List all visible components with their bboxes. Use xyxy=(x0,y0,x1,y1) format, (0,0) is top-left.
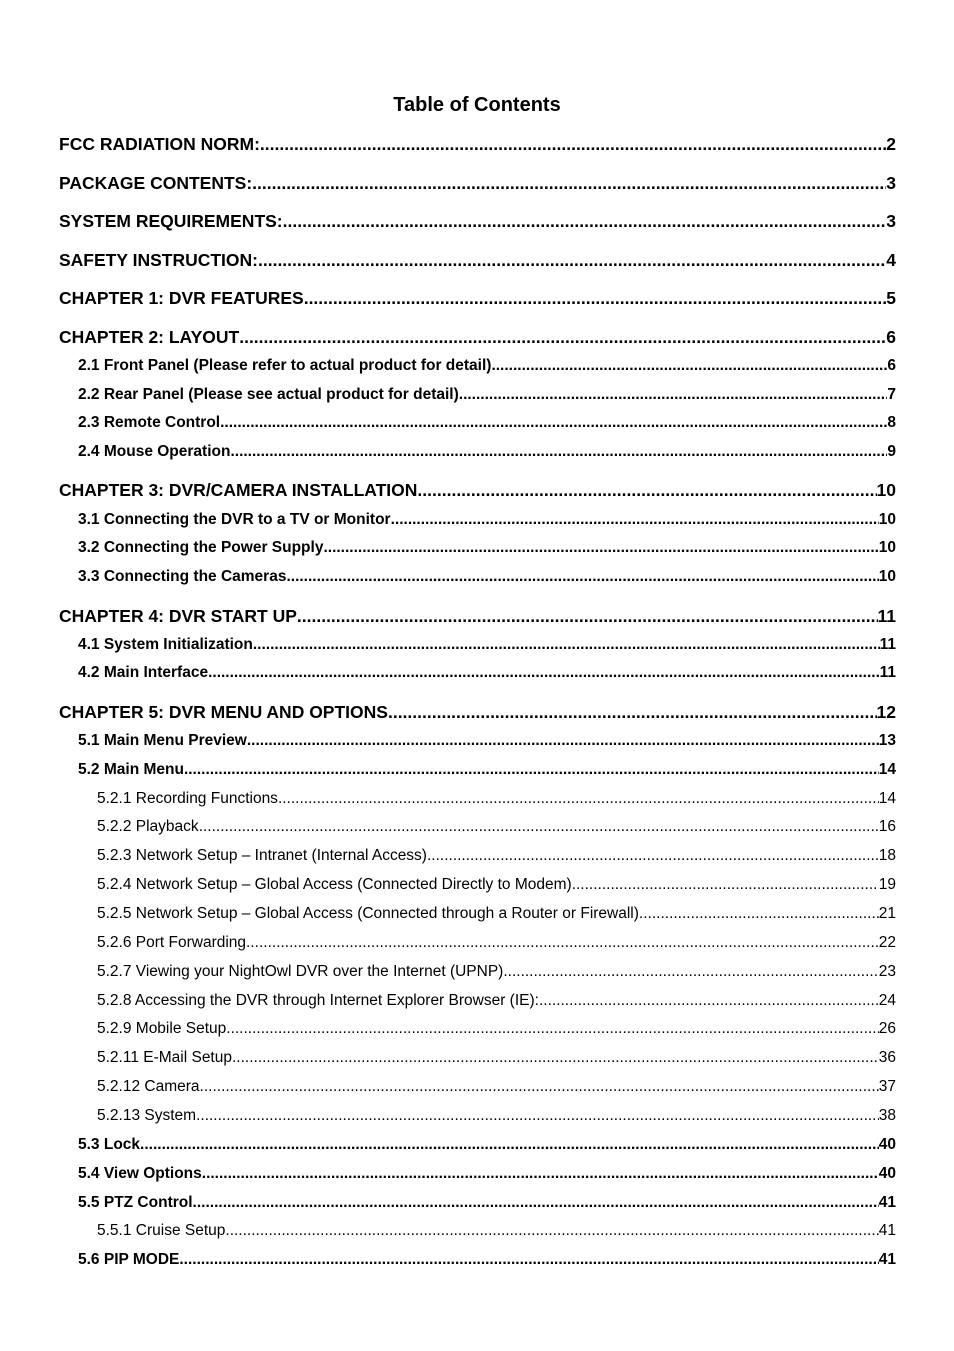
toc-entry-title: 5.2.8 Accessing the DVR through Internet Explorer Browser (IE): xyxy=(97,992,539,1009)
toc-entry[interactable] xyxy=(59,701,896,723)
toc-entry-title: 3.1 Connecting the DVR to a TV or Monitor xyxy=(78,511,391,528)
toc-entry-title: PACKAGE CONTENTS: xyxy=(59,173,253,193)
toc-entry-title: FCC RADIATION NORM: xyxy=(59,134,260,154)
toc-page-number: 6 xyxy=(886,327,896,347)
toc-page-number: 11 xyxy=(879,636,896,653)
toc-dot-leader xyxy=(226,1019,878,1039)
toc-dot-leader xyxy=(278,789,879,809)
toc-entry[interactable] xyxy=(78,1164,896,1184)
toc-entry[interactable] xyxy=(78,663,896,683)
toc-entry-title: 5.2.3 Network Setup – Intranet (Internal Access) xyxy=(97,847,427,864)
toc-entry[interactable] xyxy=(97,789,896,809)
toc-entry-title: 5.5.1 Cruise Setup xyxy=(97,1222,226,1239)
toc-entry-title: 5.2.1 Recording Functions xyxy=(97,790,278,807)
toc-dot-leader xyxy=(140,1135,879,1155)
toc-entry-title: 4.1 System Initialization xyxy=(78,636,253,653)
toc-dot-leader xyxy=(491,356,887,376)
toc-dot-leader xyxy=(388,701,877,723)
toc-entry[interactable] xyxy=(78,510,896,530)
toc-entry-title: 5.2.11 E-Mail Setup xyxy=(97,1049,232,1066)
toc-dot-leader xyxy=(246,933,879,953)
toc-page-number: 5 xyxy=(886,288,896,308)
toc-page-number: 7 xyxy=(887,386,896,403)
toc-page-number: 8 xyxy=(887,414,896,431)
toc-entry[interactable] xyxy=(78,760,896,780)
toc-dot-leader xyxy=(503,962,878,982)
toc-entry[interactable] xyxy=(78,635,896,655)
toc-entry-title: 5.2 Main Menu xyxy=(78,761,184,778)
toc-dot-leader xyxy=(225,1221,878,1241)
toc-entry-title: 5.1 Main Menu Preview xyxy=(78,732,247,749)
toc-entry-title: 5.2.4 Network Setup – Global Access (Connected Directly to Modem) xyxy=(97,876,572,893)
toc-entry[interactable] xyxy=(97,933,896,953)
toc-entry[interactable] xyxy=(59,326,896,348)
toc-page-number: 10 xyxy=(878,511,896,528)
toc-entry[interactable] xyxy=(97,1048,896,1068)
toc-dot-leader xyxy=(253,635,880,655)
toc-entry[interactable] xyxy=(97,904,896,924)
toc-dot-leader xyxy=(239,326,886,348)
toc-page-number: 40 xyxy=(878,1165,896,1182)
toc-entry-title: 2.4 Mouse Operation xyxy=(78,443,231,460)
toc-entry[interactable] xyxy=(97,1106,896,1126)
toc-page-number: 13 xyxy=(878,732,896,749)
toc-entry[interactable] xyxy=(78,538,896,558)
toc-entry-title: 5.2.6 Port Forwarding xyxy=(97,934,247,951)
toc-dot-leader xyxy=(639,904,879,924)
toc-page-number: 11 xyxy=(877,606,896,626)
toc-entry[interactable] xyxy=(78,731,896,751)
toc-entry[interactable] xyxy=(97,817,896,837)
toc-dot-leader xyxy=(323,538,878,558)
toc-dot-leader xyxy=(539,991,879,1011)
toc-entry-title: 5.5 PTZ Control xyxy=(78,1194,193,1211)
toc-entry-title: 2.2 Rear Panel (Please see actual product for detail) xyxy=(78,386,459,403)
toc-page-number: 18 xyxy=(878,847,896,864)
toc-page-number: 3 xyxy=(886,211,896,231)
toc-entry-title: CHAPTER 1: DVR FEATURES xyxy=(59,288,304,308)
toc-page-number: 41 xyxy=(878,1222,896,1239)
toc-entry-title: 3.3 Connecting the Cameras xyxy=(78,568,287,585)
toc-dot-leader xyxy=(572,875,879,895)
toc-page-number: 41 xyxy=(878,1251,896,1268)
toc-entry[interactable] xyxy=(97,1077,896,1097)
toc-entry[interactable] xyxy=(59,479,896,501)
toc-entry-title: SAFETY INSTRUCTION: xyxy=(59,250,258,270)
toc-entry-title: CHAPTER 3: DVR/CAMERA INSTALLATION xyxy=(59,480,418,500)
toc-entry[interactable] xyxy=(78,567,896,587)
toc-entry[interactable] xyxy=(97,1221,896,1241)
toc-page-number: 4 xyxy=(886,250,896,270)
toc-entry[interactable] xyxy=(78,1135,896,1155)
toc-dot-leader xyxy=(297,605,878,627)
toc-entry[interactable] xyxy=(97,991,896,1011)
toc-entry[interactable] xyxy=(78,442,896,462)
toc-entry-title: 5.4 View Options xyxy=(78,1165,202,1182)
toc-dot-leader xyxy=(260,133,886,155)
toc-entry-title: 5.3 Lock xyxy=(78,1136,141,1153)
toc-dot-leader xyxy=(199,817,879,837)
toc-dot-leader xyxy=(252,172,886,194)
toc-entry-title: SYSTEM REQUIREMENTS: xyxy=(59,211,283,231)
toc-entry-title: 5.6 PIP MODE xyxy=(78,1251,180,1268)
toc-entry-title: 2.3 Remote Control xyxy=(78,414,221,431)
toc-dot-leader xyxy=(283,210,887,232)
toc-dot-leader xyxy=(193,1193,879,1213)
toc-entry[interactable] xyxy=(97,875,896,895)
toc-entry[interactable] xyxy=(59,287,896,309)
toc-entry-title: CHAPTER 2: LAYOUT xyxy=(59,327,240,347)
toc-dot-leader xyxy=(391,510,879,530)
page-title: Table of Contents xyxy=(393,94,561,116)
toc-entry[interactable] xyxy=(78,1250,896,1270)
toc-page-number: 6 xyxy=(887,357,896,374)
toc-page-number: 10 xyxy=(878,539,896,556)
toc-entry-title: 4.2 Main Interface xyxy=(78,664,209,681)
toc-dot-leader xyxy=(286,567,878,587)
toc-page-number: 36 xyxy=(878,1049,896,1066)
toc-entry[interactable] xyxy=(78,385,896,405)
toc-dot-leader xyxy=(427,846,879,866)
toc-page-number: 10 xyxy=(876,480,896,500)
toc-entry-title: 5.2.12 Camera xyxy=(97,1078,200,1095)
toc-entry-title: 5.2.9 Mobile Setup xyxy=(97,1020,227,1037)
toc-entry[interactable] xyxy=(97,1019,896,1039)
toc-entry[interactable] xyxy=(59,210,896,232)
toc-dot-leader xyxy=(184,760,879,780)
toc-dot-leader xyxy=(230,442,887,462)
toc-dot-leader xyxy=(202,1164,879,1184)
toc-page-number: 37 xyxy=(878,1078,896,1095)
toc-page-number: 21 xyxy=(878,905,896,922)
toc-entry-title: CHAPTER 5: DVR MENU AND OPTIONS xyxy=(59,702,388,722)
toc-page-number: 3 xyxy=(886,173,896,193)
toc-page-number: 14 xyxy=(878,790,896,807)
toc-entry[interactable] xyxy=(59,172,896,194)
toc-page-number: 10 xyxy=(878,568,896,585)
toc-page-number: 16 xyxy=(878,818,896,835)
toc-page-number: 22 xyxy=(878,934,896,951)
toc-entry-title: CHAPTER 4: DVR START UP xyxy=(59,606,297,626)
toc-page-number: 26 xyxy=(878,1020,896,1037)
toc-dot-leader xyxy=(304,287,887,309)
toc-entry[interactable] xyxy=(59,249,896,271)
toc-entry[interactable] xyxy=(97,846,896,866)
toc-dot-leader xyxy=(208,663,880,683)
toc-page-number: 12 xyxy=(876,702,896,722)
toc-entry-title: 5.2.13 System xyxy=(97,1107,197,1124)
toc-page-number: 38 xyxy=(878,1107,896,1124)
toc-page-number: 23 xyxy=(878,963,896,980)
toc-dot-leader xyxy=(196,1106,879,1126)
toc-dot-leader xyxy=(220,413,887,433)
toc-entry-title: 2.1 Front Panel (Please refer to actual product for detail) xyxy=(78,357,492,374)
toc-page-number: 40 xyxy=(878,1136,896,1153)
toc-dot-leader xyxy=(459,385,888,405)
toc-entry-title: 5.2.5 Network Setup – Global Access (Connected through a Router or Firewall) xyxy=(97,905,639,922)
toc-page-number: 2 xyxy=(886,134,896,154)
toc-dot-leader xyxy=(179,1250,878,1270)
toc-dot-leader xyxy=(247,731,879,751)
toc-dot-leader xyxy=(417,479,876,501)
toc-dot-leader xyxy=(200,1077,879,1097)
toc-entry[interactable] xyxy=(78,356,896,376)
toc-entry[interactable] xyxy=(78,413,896,433)
toc-page-number: 41 xyxy=(878,1194,896,1211)
toc-entry-title: 3.2 Connecting the Power Supply xyxy=(78,539,324,556)
toc-entry-title: 5.2.7 Viewing your NightOwl DVR over the Internet (UPNP) xyxy=(97,963,504,980)
toc-dot-leader xyxy=(232,1048,879,1068)
toc-entry[interactable] xyxy=(97,962,896,982)
toc-page-number: 14 xyxy=(878,761,896,778)
toc-entry-title: 5.2.2 Playback xyxy=(97,818,199,835)
toc-page-number: 19 xyxy=(878,876,896,893)
toc-page-number: 24 xyxy=(878,992,896,1009)
toc-page-number: 9 xyxy=(887,443,896,460)
toc-page-number: 11 xyxy=(879,664,896,681)
toc-entry[interactable] xyxy=(59,605,896,627)
toc-dot-leader xyxy=(258,249,886,271)
toc-entry[interactable] xyxy=(78,1193,896,1213)
toc-entry[interactable] xyxy=(59,133,896,155)
